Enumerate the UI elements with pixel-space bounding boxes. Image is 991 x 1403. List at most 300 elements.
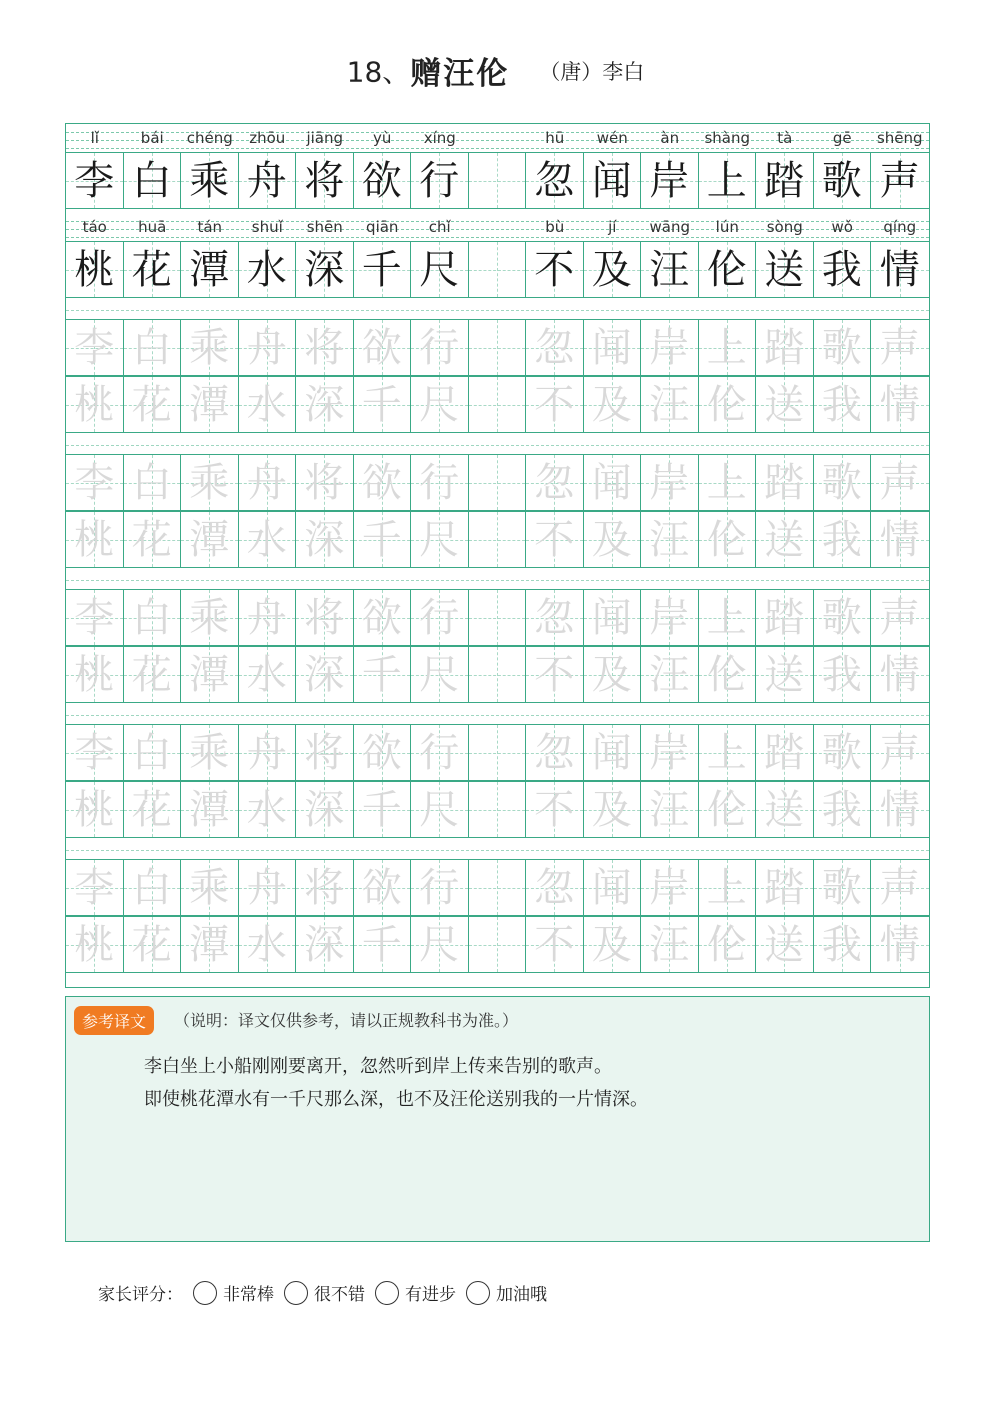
tracing-cell[interactable] — [296, 320, 354, 375]
hanzi-character: 及 — [591, 921, 632, 968]
tracing-cell[interactable] — [239, 377, 297, 432]
blank-cell[interactable] — [469, 377, 527, 432]
pinyin-syllable: wén — [596, 129, 628, 147]
model-character-row — [66, 241, 929, 298]
tracing-cell[interactable] — [354, 512, 412, 567]
pinyin-syllable: chǐ — [428, 218, 451, 236]
practice-grid — [65, 123, 930, 988]
hanzi-character: 歌 — [821, 157, 862, 204]
tracing-cell[interactable] — [66, 725, 124, 780]
hanzi-character: 歌 — [821, 594, 862, 641]
tracing-cell[interactable] — [296, 647, 354, 702]
tracing-cell[interactable] — [641, 455, 699, 510]
pinyin-syllable: jí — [608, 218, 617, 236]
tracing-cell[interactable] — [411, 725, 469, 780]
blank-cell[interactable] — [469, 320, 527, 375]
model-character-cell — [641, 153, 699, 208]
tracing-cell[interactable] — [584, 725, 642, 780]
hanzi-character: 潭 — [189, 381, 230, 428]
hanzi-character: 千 — [361, 921, 402, 968]
tracing-cell[interactable] — [584, 917, 642, 972]
hanzi-character: 潭 — [189, 651, 230, 698]
tracing-cell[interactable] — [871, 725, 929, 780]
hanzi-character: 伦 — [706, 516, 747, 563]
hanzi-character: 忽 — [534, 459, 575, 506]
tracing-cell[interactable] — [699, 512, 757, 567]
hanzi-character: 花 — [131, 246, 172, 293]
tracing-cell[interactable] — [411, 377, 469, 432]
cell-guide-horizontal — [469, 618, 526, 619]
hanzi-character: 不 — [534, 921, 575, 968]
model-character-cell — [699, 153, 757, 208]
pinyin-syllable: wāng — [649, 218, 690, 236]
tracing-cell[interactable] — [66, 590, 124, 645]
tracing-cell[interactable] — [584, 590, 642, 645]
hanzi-character: 我 — [821, 516, 862, 563]
model-character-cell — [181, 153, 239, 208]
tracing-cell[interactable] — [871, 860, 929, 915]
tracing-cell[interactable] — [354, 917, 412, 972]
hanzi-character: 送 — [764, 246, 805, 293]
tracing-cell[interactable] — [871, 782, 929, 837]
tracing-cell[interactable] — [181, 917, 239, 972]
tracing-cell[interactable] — [181, 455, 239, 510]
tracing-row — [66, 646, 929, 703]
tracing-cell[interactable] — [296, 725, 354, 780]
tracing-cell[interactable] — [814, 590, 872, 645]
tracing-cell[interactable] — [526, 320, 584, 375]
tracing-cell[interactable] — [814, 647, 872, 702]
tracing-cell[interactable] — [699, 860, 757, 915]
rating-option-keep-going[interactable]: 加油哦 — [466, 1280, 547, 1305]
tracing-cell[interactable] — [354, 647, 412, 702]
tracing-cell[interactable] — [181, 647, 239, 702]
hanzi-character: 欲 — [361, 729, 402, 776]
hanzi-character: 将 — [304, 594, 345, 641]
radio-circle-icon[interactable] — [375, 1281, 399, 1305]
tracing-cell[interactable] — [66, 320, 124, 375]
hanzi-character: 岸 — [649, 157, 690, 204]
hanzi-character: 及 — [591, 786, 632, 833]
pinyin-band — [66, 213, 929, 243]
tracing-cell[interactable] — [814, 320, 872, 375]
tracing-cell[interactable] — [411, 455, 469, 510]
page-title — [0, 48, 991, 93]
hanzi-character: 水 — [246, 381, 287, 428]
tracing-cell[interactable] — [411, 590, 469, 645]
hanzi-character: 送 — [764, 651, 805, 698]
tracing-cell[interactable] — [181, 725, 239, 780]
tracing-cell[interactable] — [124, 455, 182, 510]
pinyin-syllable: jiāng — [306, 129, 344, 147]
tracing-row — [66, 589, 929, 646]
radio-circle-icon[interactable] — [193, 1281, 217, 1305]
hanzi-character: 送 — [764, 516, 805, 563]
poem-author: （唐）李白 — [539, 59, 645, 84]
tracing-row — [66, 454, 929, 511]
pinyin-syllable: sòng — [766, 218, 803, 236]
pinyin-syllable: qíng — [883, 218, 917, 236]
cell-guide-horizontal — [469, 810, 526, 811]
hanzi-character: 桃 — [74, 786, 115, 833]
hanzi-character: 深 — [304, 381, 345, 428]
tracing-cell[interactable] — [66, 512, 124, 567]
tracing-cell[interactable] — [66, 377, 124, 432]
model-character-cell — [124, 153, 182, 208]
tracing-cell[interactable] — [181, 512, 239, 567]
pinyin-syllable: àn — [660, 129, 680, 147]
tracing-cell[interactable] — [124, 725, 182, 780]
hanzi-character: 李 — [74, 594, 115, 641]
tracing-cell[interactable] — [756, 320, 814, 375]
blank-cell[interactable] — [469, 590, 527, 645]
hanzi-character: 上 — [706, 459, 747, 506]
tracing-cell[interactable] — [296, 455, 354, 510]
hanzi-character: 歌 — [821, 324, 862, 371]
hanzi-character: 深 — [304, 516, 345, 563]
tracing-cell[interactable] — [756, 590, 814, 645]
model-character-cell — [124, 242, 182, 297]
hanzi-character: 尺 — [419, 246, 460, 293]
tracing-cell[interactable] — [354, 725, 412, 780]
hanzi-character: 行 — [419, 729, 460, 776]
tracing-cell[interactable] — [239, 860, 297, 915]
spacer-line — [66, 580, 929, 581]
tracing-cell[interactable] — [641, 782, 699, 837]
hanzi-character: 情 — [879, 246, 920, 293]
blank-cell — [469, 153, 527, 208]
tracing-cell[interactable] — [756, 512, 814, 567]
rating-option-excellent[interactable]: 非常棒 — [193, 1280, 274, 1305]
tracing-cell[interactable] — [526, 455, 584, 510]
tracing-cell[interactable] — [699, 647, 757, 702]
tracing-row — [66, 319, 929, 376]
tracing-cell[interactable] — [641, 860, 699, 915]
tracing-cell[interactable] — [239, 512, 297, 567]
tracing-cell[interactable] — [296, 860, 354, 915]
tracing-cell[interactable] — [871, 647, 929, 702]
tracing-cell[interactable] — [756, 782, 814, 837]
tracing-cell[interactable] — [354, 860, 412, 915]
tracing-cell[interactable] — [411, 917, 469, 972]
tracing-cell[interactable] — [411, 782, 469, 837]
hanzi-character: 尺 — [419, 516, 460, 563]
blank-cell[interactable] — [469, 725, 527, 780]
tracing-cell[interactable] — [871, 377, 929, 432]
hanzi-character: 将 — [304, 459, 345, 506]
model-character-cell — [814, 153, 872, 208]
hanzi-character: 白 — [131, 864, 172, 911]
cell-guide-horizontal — [469, 270, 526, 271]
tracing-cell[interactable] — [239, 320, 297, 375]
tracing-cell[interactable] — [526, 590, 584, 645]
tracing-cell[interactable] — [641, 725, 699, 780]
model-character-cell — [871, 153, 929, 208]
hanzi-character: 乘 — [189, 729, 230, 776]
pinyin-syllable: shuǐ — [251, 218, 283, 236]
tracing-cell[interactable] — [239, 590, 297, 645]
tracing-cell[interactable] — [354, 377, 412, 432]
hanzi-character: 白 — [131, 594, 172, 641]
tracing-cell[interactable] — [584, 782, 642, 837]
tracing-cell[interactable] — [814, 377, 872, 432]
tracing-cell[interactable] — [756, 917, 814, 972]
hanzi-character: 白 — [131, 729, 172, 776]
blank-cell[interactable] — [469, 512, 527, 567]
cell-guide-horizontal — [469, 483, 526, 484]
tracing-cell[interactable] — [66, 455, 124, 510]
hanzi-character: 我 — [821, 651, 862, 698]
rating-option-good[interactable]: 很不错 — [284, 1280, 365, 1305]
tracing-cell[interactable] — [814, 455, 872, 510]
hanzi-character: 岸 — [649, 324, 690, 371]
hanzi-character: 深 — [304, 651, 345, 698]
hanzi-character: 尺 — [419, 786, 460, 833]
hanzi-character: 白 — [131, 324, 172, 371]
tracing-cell[interactable] — [181, 377, 239, 432]
hanzi-character: 不 — [534, 381, 575, 428]
tracing-cell[interactable] — [411, 320, 469, 375]
tracing-cell[interactable] — [296, 512, 354, 567]
hanzi-character: 花 — [131, 786, 172, 833]
hanzi-character: 桃 — [74, 921, 115, 968]
hanzi-character: 上 — [706, 594, 747, 641]
tracing-cell[interactable] — [411, 647, 469, 702]
tracing-cell[interactable] — [354, 455, 412, 510]
pinyin-syllable: tà — [777, 129, 793, 147]
tracing-cell[interactable] — [124, 512, 182, 567]
hanzi-character: 行 — [419, 157, 460, 204]
spacer-line — [66, 715, 929, 716]
tracing-cell[interactable] — [239, 782, 297, 837]
hanzi-character: 声 — [879, 864, 920, 911]
hanzi-character: 闻 — [591, 594, 632, 641]
model-character-cell — [411, 242, 469, 297]
tracing-cell[interactable] — [871, 320, 929, 375]
hanzi-character: 千 — [361, 246, 402, 293]
tracing-cell[interactable] — [181, 782, 239, 837]
blank-cell[interactable] — [469, 647, 527, 702]
tracing-cell[interactable] — [756, 455, 814, 510]
tracing-cell[interactable] — [239, 455, 297, 510]
hanzi-character: 声 — [879, 729, 920, 776]
tracing-cell[interactable] — [181, 320, 239, 375]
tracing-row — [66, 724, 929, 781]
tracing-cell[interactable] — [181, 860, 239, 915]
tracing-cell[interactable] — [584, 320, 642, 375]
hanzi-character: 忽 — [534, 729, 575, 776]
hanzi-character: 岸 — [649, 729, 690, 776]
blank-cell[interactable] — [469, 917, 527, 972]
hanzi-character: 我 — [821, 246, 862, 293]
tracing-cell[interactable] — [641, 590, 699, 645]
translation-panel — [65, 996, 930, 1242]
hanzi-character: 舟 — [246, 157, 287, 204]
model-character-cell — [66, 153, 124, 208]
tracing-row — [66, 916, 929, 973]
poem-title: 赠汪伦 — [410, 56, 510, 92]
tracing-cell[interactable] — [124, 782, 182, 837]
tracing-cell[interactable] — [239, 647, 297, 702]
tracing-cell[interactable] — [814, 782, 872, 837]
hanzi-character: 闻 — [591, 157, 632, 204]
hanzi-character: 及 — [591, 381, 632, 428]
tracing-cell[interactable] — [239, 725, 297, 780]
pinyin-syllable: qiān — [366, 218, 399, 236]
radio-circle-icon[interactable] — [466, 1281, 490, 1305]
hanzi-character: 及 — [591, 651, 632, 698]
model-character-cell — [239, 153, 297, 208]
tracing-cell[interactable] — [814, 512, 872, 567]
hanzi-character: 我 — [821, 921, 862, 968]
hanzi-character: 情 — [879, 651, 920, 698]
hanzi-character: 踏 — [764, 324, 805, 371]
tracing-cell[interactable] — [871, 590, 929, 645]
radio-circle-icon[interactable] — [284, 1281, 308, 1305]
tracing-cell[interactable] — [814, 725, 872, 780]
hanzi-character: 舟 — [246, 864, 287, 911]
tracing-row — [66, 859, 929, 916]
model-character-cell — [641, 242, 699, 297]
tracing-cell[interactable] — [411, 860, 469, 915]
tracing-cell[interactable] — [526, 917, 584, 972]
hanzi-character: 乘 — [189, 864, 230, 911]
pinyin-syllable: gē — [832, 129, 852, 147]
hanzi-character: 欲 — [361, 324, 402, 371]
tracing-cell[interactable] — [124, 860, 182, 915]
hanzi-character: 千 — [361, 786, 402, 833]
tracing-cell[interactable] — [354, 782, 412, 837]
tracing-cell[interactable] — [699, 455, 757, 510]
tracing-cell[interactable] — [354, 590, 412, 645]
hanzi-character: 我 — [821, 381, 862, 428]
model-character-cell — [239, 242, 297, 297]
tracing-cell[interactable] — [239, 917, 297, 972]
hanzi-character: 送 — [764, 786, 805, 833]
tracing-cell[interactable] — [66, 782, 124, 837]
tracing-cell[interactable] — [296, 590, 354, 645]
hanzi-character: 水 — [246, 651, 287, 698]
tracing-cell[interactable] — [584, 455, 642, 510]
tracing-cell[interactable] — [641, 647, 699, 702]
blank-cell[interactable] — [469, 860, 527, 915]
tracing-cell[interactable] — [641, 917, 699, 972]
tracing-cell[interactable] — [756, 647, 814, 702]
tracing-cell[interactable] — [814, 860, 872, 915]
tracing-cell[interactable] — [124, 647, 182, 702]
tracing-cell[interactable] — [699, 782, 757, 837]
hanzi-character: 汪 — [649, 381, 690, 428]
hanzi-character: 行 — [419, 459, 460, 506]
pinyin-syllable: shēng — [876, 129, 923, 147]
tracing-cell[interactable] — [526, 860, 584, 915]
hanzi-character: 乘 — [189, 157, 230, 204]
tracing-cell[interactable] — [66, 860, 124, 915]
hanzi-character: 将 — [304, 324, 345, 371]
hanzi-character: 乘 — [189, 594, 230, 641]
model-character-cell — [66, 242, 124, 297]
tracing-cell[interactable] — [296, 917, 354, 972]
hanzi-character: 欲 — [361, 594, 402, 641]
cell-guide-horizontal — [469, 540, 526, 541]
hanzi-character: 声 — [879, 594, 920, 641]
tracing-cell[interactable] — [124, 590, 182, 645]
tracing-cell[interactable] — [584, 860, 642, 915]
hanzi-character: 上 — [706, 864, 747, 911]
hanzi-character: 岸 — [649, 459, 690, 506]
blank-cell[interactable] — [469, 782, 527, 837]
tracing-cell[interactable] — [526, 377, 584, 432]
tracing-cell[interactable] — [124, 320, 182, 375]
tracing-cell[interactable] — [124, 917, 182, 972]
lesson-number: 18、 — [346, 55, 411, 89]
tracing-cell[interactable] — [124, 377, 182, 432]
hanzi-character: 汪 — [649, 246, 690, 293]
hanzi-character: 汪 — [649, 516, 690, 563]
hanzi-character: 李 — [74, 324, 115, 371]
tracing-cell[interactable] — [699, 377, 757, 432]
hanzi-character: 深 — [304, 921, 345, 968]
hanzi-character: 尺 — [419, 651, 460, 698]
tracing-cell[interactable] — [66, 917, 124, 972]
tracing-cell[interactable] — [296, 782, 354, 837]
tracing-cell[interactable] — [584, 647, 642, 702]
tracing-row — [66, 781, 929, 838]
tracing-cell[interactable] — [584, 512, 642, 567]
tracing-cell[interactable] — [814, 917, 872, 972]
tracing-cell[interactable] — [66, 647, 124, 702]
cell-guide-horizontal — [469, 675, 526, 676]
blank-cell[interactable] — [469, 455, 527, 510]
tracing-cell[interactable] — [526, 512, 584, 567]
tracing-cell[interactable] — [526, 647, 584, 702]
pinyin-syllable: xíng — [423, 129, 456, 147]
tracing-cell[interactable] — [181, 590, 239, 645]
cell-guide-horizontal — [469, 348, 526, 349]
hanzi-character: 千 — [361, 651, 402, 698]
tracing-cell[interactable] — [756, 377, 814, 432]
hanzi-character: 舟 — [246, 594, 287, 641]
model-character-cell — [699, 242, 757, 297]
tracing-cell[interactable] — [641, 377, 699, 432]
tracing-cell[interactable] — [584, 377, 642, 432]
tracing-cell[interactable] — [699, 590, 757, 645]
tracing-cell[interactable] — [871, 917, 929, 972]
tracing-cell[interactable] — [411, 512, 469, 567]
hanzi-character: 岸 — [649, 594, 690, 641]
tracing-cell[interactable] — [756, 725, 814, 780]
tracing-cell[interactable] — [871, 455, 929, 510]
tracing-cell[interactable] — [296, 377, 354, 432]
tracing-cell[interactable] — [699, 725, 757, 780]
tracing-cell[interactable] — [699, 917, 757, 972]
tracing-cell[interactable] — [641, 320, 699, 375]
tracing-cell[interactable] — [526, 782, 584, 837]
tracing-cell[interactable] — [756, 860, 814, 915]
tracing-cell[interactable] — [699, 320, 757, 375]
pinyin-syllable: huā — [138, 218, 167, 236]
tracing-cell[interactable] — [641, 512, 699, 567]
tracing-cell[interactable] — [871, 512, 929, 567]
hanzi-character: 不 — [534, 651, 575, 698]
tracing-cell[interactable] — [354, 320, 412, 375]
tracing-cell[interactable] — [526, 725, 584, 780]
hanzi-character: 欲 — [361, 864, 402, 911]
hanzi-character: 深 — [304, 246, 345, 293]
rating-option-progress[interactable]: 有进步 — [375, 1280, 456, 1305]
model-character-cell — [871, 242, 929, 297]
pinyin-syllable: zhōu — [249, 129, 286, 147]
